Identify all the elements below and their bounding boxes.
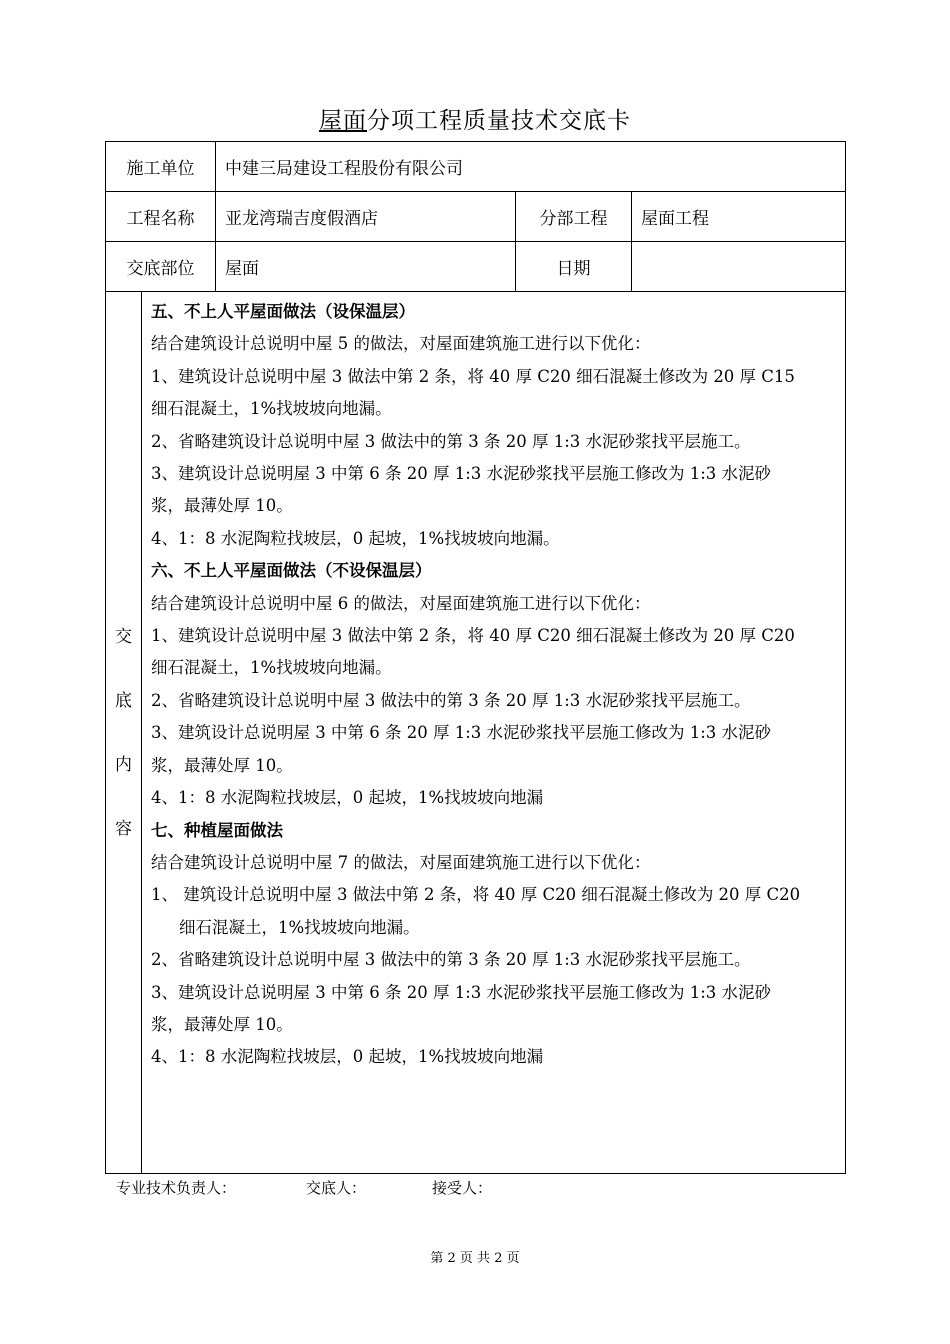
row-project-name: [106, 192, 846, 242]
content-line: 1、建筑设计总说明中屋 3 做法中第 2 条，将 40 厚 C20 细石混凝土修改为 20 厚 C20: [151, 626, 795, 646]
project-name-label: 工程名称: [106, 192, 216, 242]
content-line: 结合建筑设计总说明中屋 5 的做法，对屋面建筑施工进行以下优化：: [151, 334, 651, 354]
signature-footer: [116, 1177, 492, 1198]
division-label: 分部工程: [516, 192, 632, 242]
division-value: 屋面工程: [632, 192, 846, 242]
row-location: [106, 242, 846, 292]
content-label-char: 容: [115, 818, 132, 839]
content-line: 3、建筑设计总说明屋 3 中第 6 条 20 厚 1:3 水泥砂浆找平层施工修改为 1:3 水泥砂: [151, 982, 772, 1002]
receiver-label: 接受人：: [432, 1179, 493, 1197]
title-underlined: 屋面: [319, 108, 367, 134]
section-heading: 五、不上人平屋面做法（设保温层）: [151, 302, 415, 321]
content-line: 3、建筑设计总说明屋 3 中第 6 条 20 厚 1:3 水泥砂浆找平层施工修改为 1:3 水泥砂: [151, 723, 772, 743]
date-value: [632, 242, 846, 292]
content-line: 结合建筑设计总说明中屋 7 的做法，对屋面建筑施工进行以下优化：: [151, 852, 651, 872]
section-heading: 六、不上人平屋面做法（不设保温层）: [151, 561, 432, 581]
content-label-char: 底: [115, 690, 132, 711]
content-line: 细石混凝土，1%找坡坡向地漏。: [151, 658, 392, 678]
content-line: 浆，最薄处厚 10。: [151, 496, 293, 516]
content-line: 4、1：8 水泥陶粒找坡层，0 起坡，1%找坡坡向地漏。: [151, 528, 560, 548]
content-label-char: 交: [115, 626, 132, 647]
content-line: 2、省略建筑设计总说明中屋 3 做法中的第 3 条 20 厚 1:3 水泥砂浆找平层施工。: [151, 690, 751, 710]
date-label: 日期: [516, 242, 632, 292]
content-line: 1、 建筑设计总说明中屋 3 做法中第 2 条，将 40 厚 C20 细石混凝土修改为 20 厚 C20: [151, 885, 801, 905]
row-content: [106, 292, 846, 1174]
title-rest: 分项工程质量技术交底卡: [367, 108, 631, 134]
content-line: 浆，最薄处厚 10。: [151, 755, 293, 775]
location-label: 交底部位: [106, 242, 216, 292]
project-name-value: 亚龙湾瑞吉度假酒店: [216, 192, 516, 242]
location-value: 屋面: [216, 242, 516, 292]
content-line: 3、建筑设计总说明屋 3 中第 6 条 20 厚 1:3 水泥砂浆找平层施工修改为 1:3 水泥砂: [151, 464, 772, 484]
tech-lead-label: 专业技术负责人：: [116, 1179, 237, 1197]
content-line: 结合建筑设计总说明中屋 6 的做法，对屋面建筑施工进行以下优化：: [151, 593, 651, 613]
content-line: 细石混凝土，1%找坡坡向地漏。: [179, 917, 420, 937]
construction-unit-label: 施工单位: [106, 142, 216, 192]
content-line: 浆，最薄处厚 10。: [151, 1014, 293, 1034]
content-line: 4、1：8 水泥陶粒找坡层，0 起坡，1%找坡坡向地漏: [151, 1047, 544, 1067]
content-line: 细石混凝土，1%找坡坡向地漏。: [151, 399, 392, 419]
content-line: 2、省略建筑设计总说明中屋 3 做法中的第 3 条 20 厚 1:3 水泥砂浆找平层施工。: [151, 950, 751, 970]
page-number: 第 2 页 共 2 页: [430, 1251, 520, 1266]
presenter-label: 交底人：: [306, 1179, 367, 1197]
content-line: 2、省略建筑设计总说明中屋 3 做法中的第 3 条 20 厚 1:3 水泥砂浆找平层施工。: [151, 431, 751, 451]
row-construction-unit: [106, 142, 846, 192]
content-line: 1、建筑设计总说明中屋 3 做法中第 2 条，将 40 厚 C20 细石混凝土修改为 20 厚 C15: [151, 366, 795, 386]
construction-unit-value: 中建三局建设工程股份有限公司: [216, 142, 846, 192]
section-heading: 七、种植屋面做法: [151, 820, 283, 840]
document-title: [0, 102, 950, 135]
content-line: 4、1：8 水泥陶粒找坡层，0 起坡，1%找坡坡向地漏: [151, 788, 544, 808]
handover-table: [105, 141, 846, 1174]
content-label-char: 内: [115, 754, 132, 775]
content-body: [142, 292, 846, 1174]
content-label: [106, 292, 142, 1174]
